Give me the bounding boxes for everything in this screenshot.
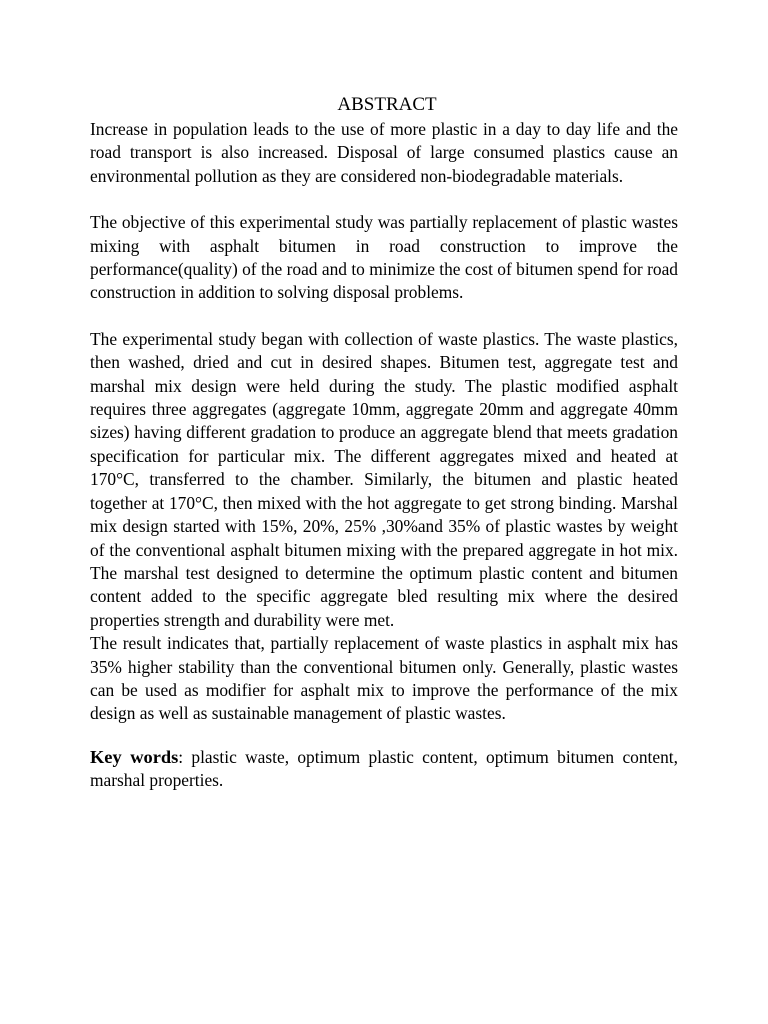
abstract-title: ABSTRACT xyxy=(337,94,437,115)
paragraph-spacer xyxy=(90,305,678,328)
keywords-label: Key words xyxy=(90,746,179,767)
paragraph-result: The result indicates that, partially replacement of waste plastics in asphalt mix has 35% higher stability than the conventional bitumen only. Generally, plastic wastes can be used as modifier for asphalt mix to improve the performance of the mix design as well as sustainable management of plastic wastes. xyxy=(90,633,678,724)
paragraph-objective: The objective of this experimental study was partially replacement of plastic wastes mixing with asphalt bitumen in road construction to improve the performance(quality) of the road and to minimize the cost of bitumen spend for road construction in addition to solving disposal problems. xyxy=(90,212,678,303)
keywords-text: : plastic waste, optimum plastic content, optimum bitumen content, marshal properties. xyxy=(90,746,678,791)
document-page xyxy=(90,92,678,793)
paragraph-intro: Increase in population leads to the use of more plastic in a day to day life and the road transport is also increased. Disposal of large consumed plastics cause an environmental pollution as they are considered non-biodegradable materials. xyxy=(90,119,678,186)
keywords-line xyxy=(90,746,678,793)
paragraph-spacer xyxy=(90,726,678,746)
paragraph-spacer xyxy=(90,188,678,211)
paragraph-method: The experimental study began with collection of waste plastics. The waste plastics, then washed, dried and cut in desired shapes. Bitumen test, aggregate test and marshal mix design were held during the study. The plastic modified asphalt requires three aggregates (aggregate 10mm, aggregate 20mm and aggregate 40mm sizes) having different gradation to produce an aggregate blend that meets gradation specification for particular mix. The different aggregates mixed and heated at 170°C, transferred to the chamber. Similarly, the bitumen and plastic heated together at 170°C, then mixed with the hot aggregate to get strong binding. Marshal mix design started with 15%, 20%, 25% ,30%and 35% of plastic wastes by weight of the conventional asphalt bitumen mixing with the prepared aggregate in hot mix. The marshal test designed to determine the optimum plastic content and bitumen content added to the specific aggregate bled resulting mix where the desired properties strength and durability were met. xyxy=(90,328,678,630)
